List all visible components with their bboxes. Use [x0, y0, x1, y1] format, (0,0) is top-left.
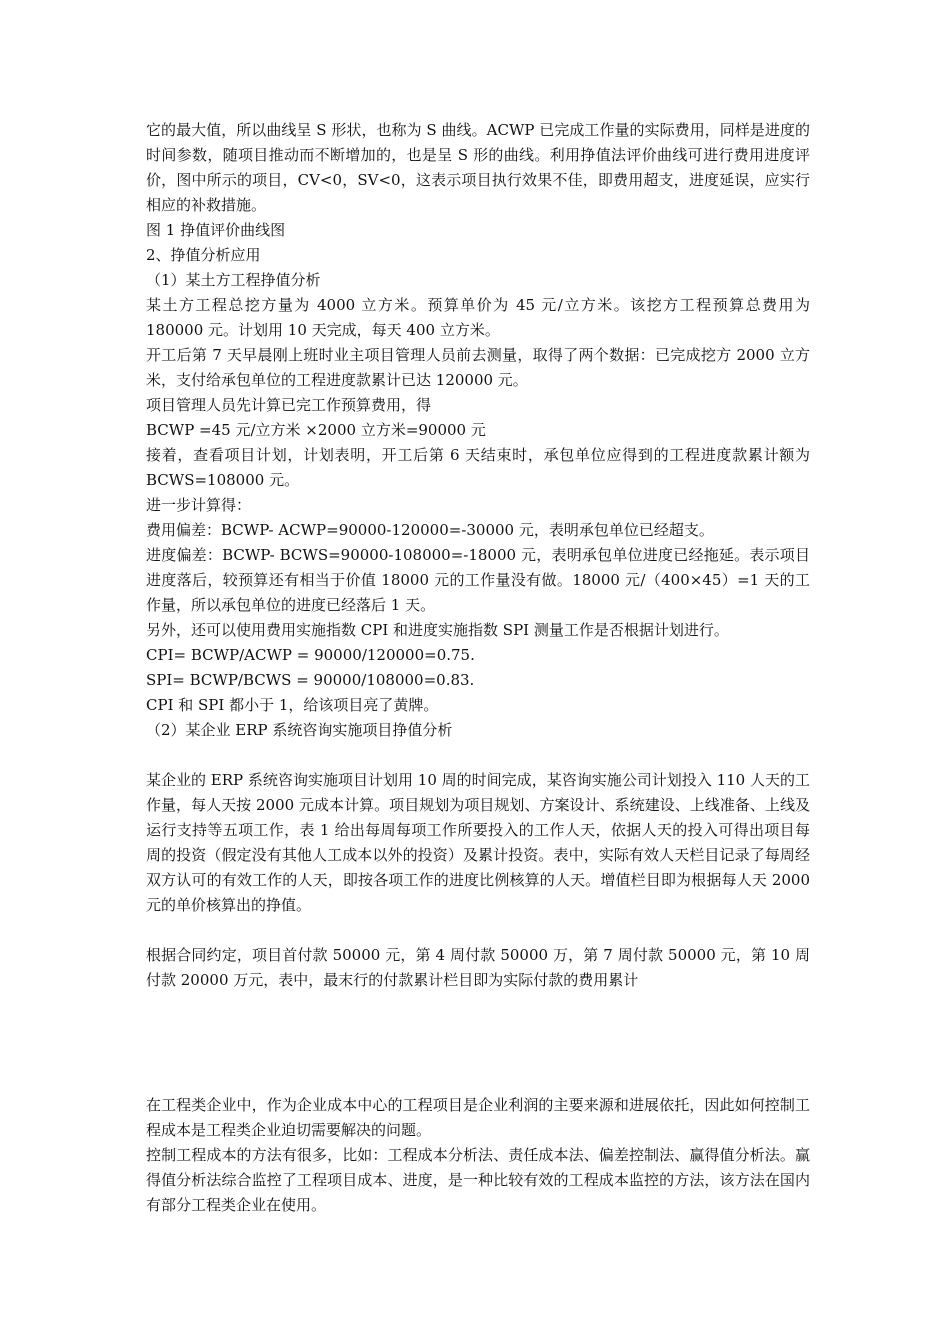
paragraph-engineering-enterprise: 在工程类企业中，作为企业成本中心的工程项目是企业利润的主要来源和进展依托，因此如何控制工程成本是工程类企业迫切需要解决的问题。	[146, 1096, 810, 1139]
paragraph-yellow-card: CPI 和 SPI 都小于 1，给该项目亮了黄牌。	[146, 696, 439, 714]
spacer	[146, 993, 810, 1093]
paragraph-s-curve: 它的最大值，所以曲线呈 S 形状，也称为 S 曲线。ACWP 已完成工作量的实际费用，同样是进度的时间参数，随项目推动而不断增加的，也是呈 S 形的曲线。利用挣值法评价曲线可进行费用进度评价，图中所示的项目，CV<0，SV<0，这表示项目执行效果不佳，即费用超支，进度延误，应实行相应的补救措施。	[146, 121, 810, 214]
formula-spi: SPI= BCWP/BCWS = 90000/108000=0.83.	[146, 671, 475, 689]
paragraph-measurement: 开工后第 7 天早晨刚上班时业主项目管理人员前去测量，取得了两个数据：已完成挖方 2000 立方米，支付给承包单位的工程进度款累计已达 120000 元。	[146, 346, 810, 389]
paragraph-schedule-variance: 进度偏差：BCWP- BCWS=90000-108000=-18000 元，表明承包单位进度已经拖延。表示项目进度落后，较预算还有相当于价值 18000 元的工作量没有做。18000 元/（400×45）=1 天的工作量，所以承包单位的进度已经落后 1 天。	[146, 546, 810, 614]
spacer	[146, 918, 810, 943]
paragraph-payment-terms: 根据合同约定，项目首付款 50000 元，第 4 周付款 50000 万，第 7 周付款 50000 元，第 10 周付款 20000 万元，表中，最末行的付款累计栏目即为实际付款的费用累计	[146, 946, 810, 989]
paragraph-earthwork-intro: 某土方工程总挖方量为 4000 立方米。预算单价为 45 元/立方米。该挖方工程预算总费用为 180000 元。计划用 10 天完成，每天 400 立方米。	[146, 296, 810, 339]
paragraph-further-calc: 进一步计算得：	[146, 496, 252, 514]
document-page	[146, 118, 810, 1218]
subsection-heading-1: （1）某土方工程挣值分析	[146, 271, 321, 289]
subsection-heading-2: （2）某企业 ERP 系统咨询实施项目挣值分析	[146, 721, 453, 739]
paragraph-bcwp-intro: 项目管理人员先计算已完工作预算费用，得	[146, 396, 432, 414]
spacer	[146, 743, 810, 768]
section-heading: 2、挣值分析应用	[146, 246, 261, 264]
paragraph-erp-project: 某企业的 ERP 系统咨询实施项目计划用 10 周的时间完成，某咨询实施公司计划投入 110 人天的工作量，每人天按 2000 元成本计算。项目规划为项目规划、方案设计、系统建设、上线准备、上线及运行支持等五项工作，表 1 给出每周每项工作所要投入的工作人天，依据人天的投入可得出项目每周的投资（假定没有其他人工成本以外的投资）及累计投资。表中，实际有效人天栏目记录了每周经双方认可的有效工作的人天，即按各项工作的进度比例核算的人天。增值栏目即为根据每人天 2000 元的单价核算出的挣值。	[146, 771, 810, 914]
formula-bcwp: BCWP =45 元/立方米 ×2000 立方米=90000 元	[146, 421, 486, 439]
formula-cpi: CPI= BCWP/ACWP = 90000/120000=0.75.	[146, 646, 475, 664]
paragraph-bcws: 接着，查看项目计划，计划表明，开工后第 6 天结束时，承包单位应得到的工程进度款累计额为 BCWS=108000 元。	[146, 446, 810, 489]
figure-caption: 图 1 挣值评价曲线图	[146, 221, 286, 239]
paragraph-cost-control-methods: 控制工程成本的方法有很多，比如：工程成本分析法、责任成本法、偏差控制法、赢得值分析法。赢得值分析法综合监控了工程项目成本、进度，是一种比较有效的工程成本监控的方法，该方法在国内有部分工程类企业在使用。	[146, 1146, 810, 1214]
paragraph-indices: 另外，还可以使用费用实施指数 CPI 和进度实施指数 SPI 测量工作是否根据计划进行。	[146, 621, 729, 639]
paragraph-cost-variance: 费用偏差：BCWP- ACWP=90000-120000=-30000 元，表明承包单位已经超支。	[146, 521, 714, 539]
